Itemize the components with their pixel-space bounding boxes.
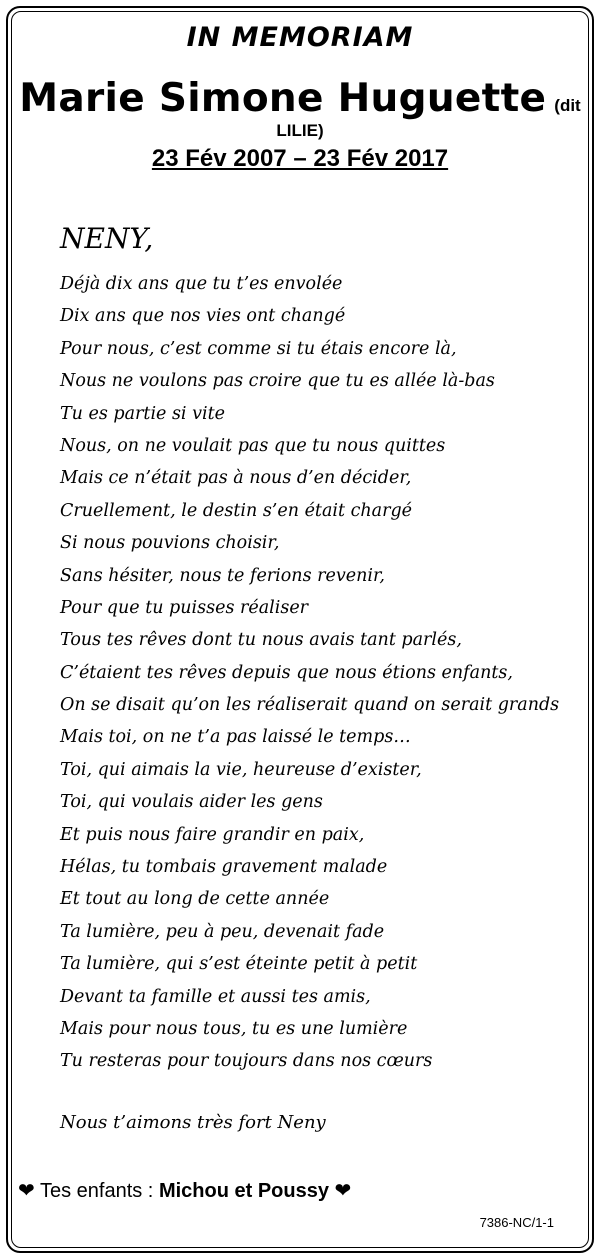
dates: 23 Fév 2007 – 23 Fév 2017	[151, 145, 449, 172]
poem-line: Tu es partie si vite	[60, 403, 225, 424]
signature	[18, 1178, 351, 1203]
poem-line: Mais ce n’était pas à nous d’en décider,	[60, 468, 412, 489]
poem-line: Tu resteras pour toujours dans nos cœurs	[60, 1051, 433, 1072]
reference-code: 7386-NC/1-1	[479, 1215, 554, 1230]
deceased-name: Marie Simone Huguette	[19, 76, 547, 121]
poem-line: Toi, qui voulais aider les gens	[60, 792, 323, 813]
poem-line: Pour que tu puisses réaliser	[60, 597, 309, 618]
greeting: NENY,	[60, 222, 154, 255]
heart-icon: ❤	[334, 1178, 352, 1202]
poem-line: Toi, qui aimais la vie, heureuse d’exister,	[60, 759, 422, 780]
poem-line: Mais pour nous tous, tu es une lumière	[60, 1018, 408, 1039]
poem-line: Déjà dix ans que tu t’es envolée	[60, 274, 343, 294]
poem-line: Nous ne voulons pas croire que tu es allée là-bas	[60, 371, 495, 392]
poem-line: Et tout au long de cette année	[60, 889, 330, 910]
poem-line: Sans hésiter, nous te ferions revenir,	[60, 565, 385, 586]
poem-line: Dix ans que nos vies ont changé	[60, 306, 346, 327]
poem-line: Si nous pouvions choisir,	[60, 533, 280, 554]
poem	[60, 268, 590, 1078]
closing-line: Nous t’aimons très fort Neny	[60, 1112, 326, 1133]
signature-names: Michou et Poussy	[158, 1180, 329, 1202]
heart-icon: ❤	[18, 1178, 35, 1202]
poem-line: Pour nous, c’est comme si tu étais encore là,	[60, 338, 457, 359]
name-line	[0, 76, 600, 141]
signature-prefix: Tes enfants :	[39, 1180, 154, 1202]
poem-line: On se disait qu’on les réaliserait quand on serait grands	[60, 695, 560, 716]
poem-line: Tous tes rêves dont tu nous avais tant parlés,	[60, 630, 462, 651]
heading: IN MEMORIAM	[186, 22, 414, 53]
poem-line: Et puis nous faire grandir en paix,	[60, 824, 365, 845]
poem-line: Nous, on ne voulait pas que tu nous quittes	[60, 435, 446, 456]
poem-line: Hélas, tu tombais gravement malade	[60, 857, 388, 878]
poem-line: Mais toi, on ne t’a pas laissé le temps…	[60, 727, 411, 748]
nickname: (dit LILIE)	[276, 96, 581, 140]
poem-line: Cruellement, le destin s’en était chargé	[60, 500, 413, 521]
poem-line: Ta lumière, qui s’est éteinte petit à petit	[60, 954, 418, 975]
poem-line: Devant ta famille et aussi tes amis,	[60, 986, 371, 1007]
poem-line: C’étaient tes rêves depuis que nous étions enfants,	[60, 662, 513, 683]
poem-line: Ta lumière, peu à peu, devenait fade	[60, 921, 385, 942]
